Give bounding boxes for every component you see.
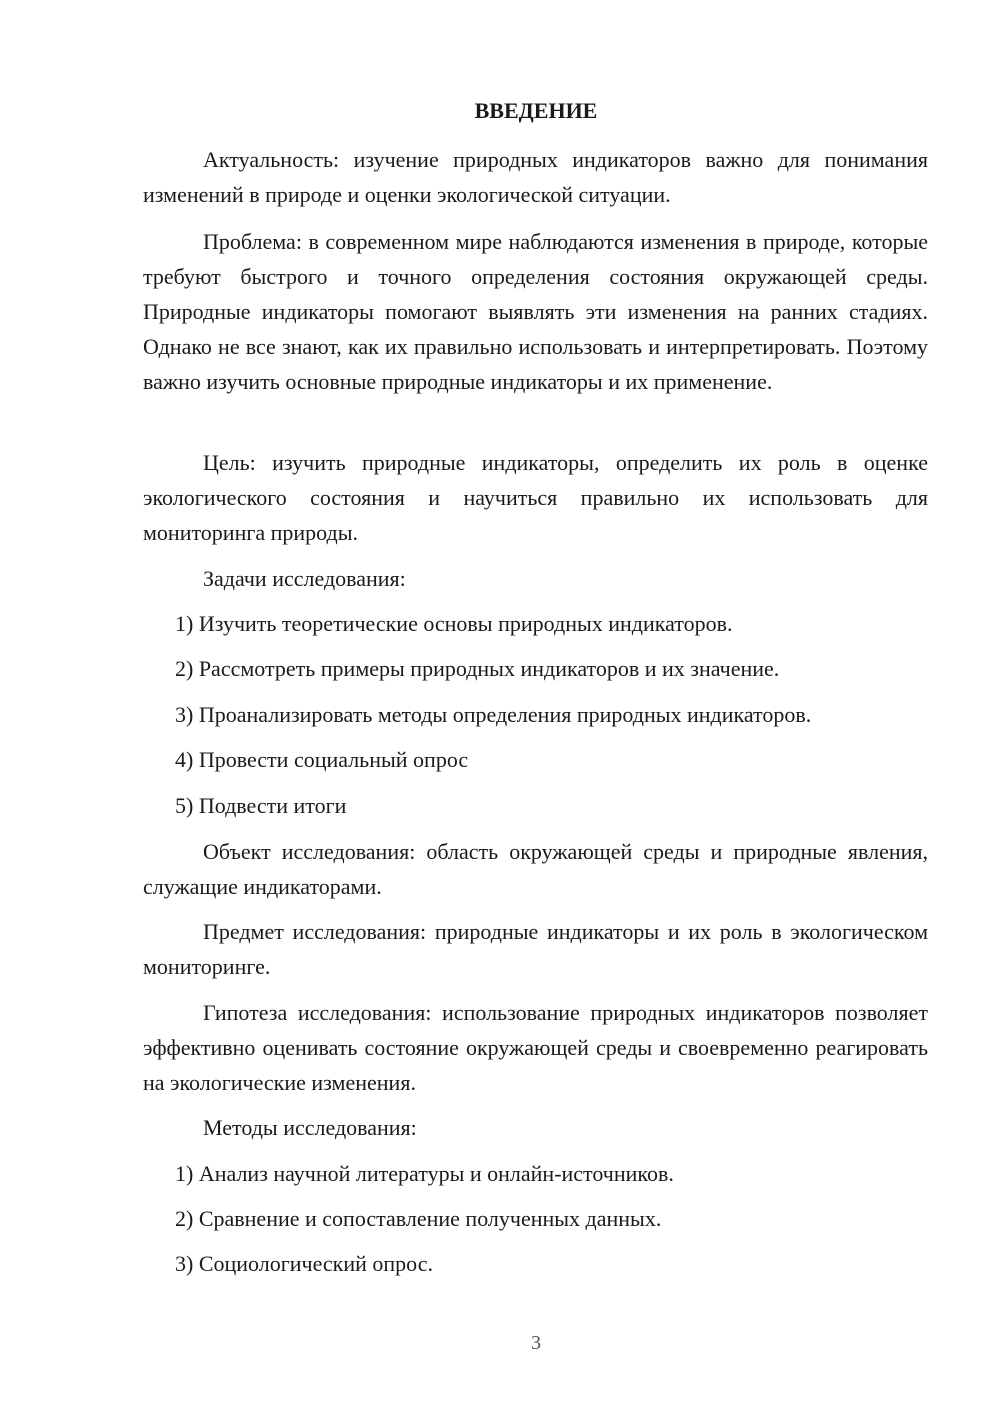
tasks-heading: Задачи исследования: <box>203 566 406 591</box>
method-item-1: 1) Анализ научной литературы и онлайн-источников. <box>175 1161 674 1186</box>
subject-paragraph: Предмет исследования: природные индикаторы и их роль в экологическом мониторинге. <box>143 919 928 979</box>
task-item-4: 4) Провести социальный опрос <box>175 747 469 772</box>
methods-heading: Методы исследования: <box>203 1115 417 1140</box>
method-item-2: 2) Сравнение и сопоставление полученных данных. <box>175 1206 662 1231</box>
section-title: ВВЕДЕНИЕ <box>474 98 598 123</box>
goal-paragraph: Цель: изучить природные индикаторы, определить их роль в оценке экологического состояния и научиться правильно их использовать для мониторинга природы. <box>143 450 928 545</box>
task-item-3: 3) Проанализировать методы определения природных индикаторов. <box>175 702 812 727</box>
hypothesis-paragraph: Гипотеза исследования: использование природных индикаторов позволяет эффективно оценивать состояние окружающей среды и своевременно реагировать на экологические изменения. <box>143 1000 928 1095</box>
problem-paragraph: Проблема: в современном мире наблюдаются изменения в природе, которые требуют быстрого и точного определения состояния окружающей среды. Природные индикаторы помогают выявлять эти изменения на ранних стадиях. Однако не все знают, как их правильно использовать и интерпретировать. Поэтому важно изучить основные природные индикаторы и их применение. <box>143 229 928 394</box>
relevance-paragraph: Актуальность: изучение природных индикаторов важно для понимания изменений в природе и оценки экологической ситуации. <box>143 147 928 207</box>
task-item-2: 2) Рассмотреть примеры природных индикаторов и их значение. <box>175 656 780 681</box>
task-item-5: 5) Подвести итоги <box>175 793 347 818</box>
task-item-1: 1) Изучить теоретические основы природных индикаторов. <box>175 611 733 636</box>
method-item-3: 3) Социологический опрос. <box>175 1251 433 1276</box>
object-paragraph: Объект исследования: область окружающей среды и природные явления, служащие индикаторами. <box>143 839 928 899</box>
page-number: 3 <box>531 1332 541 1354</box>
